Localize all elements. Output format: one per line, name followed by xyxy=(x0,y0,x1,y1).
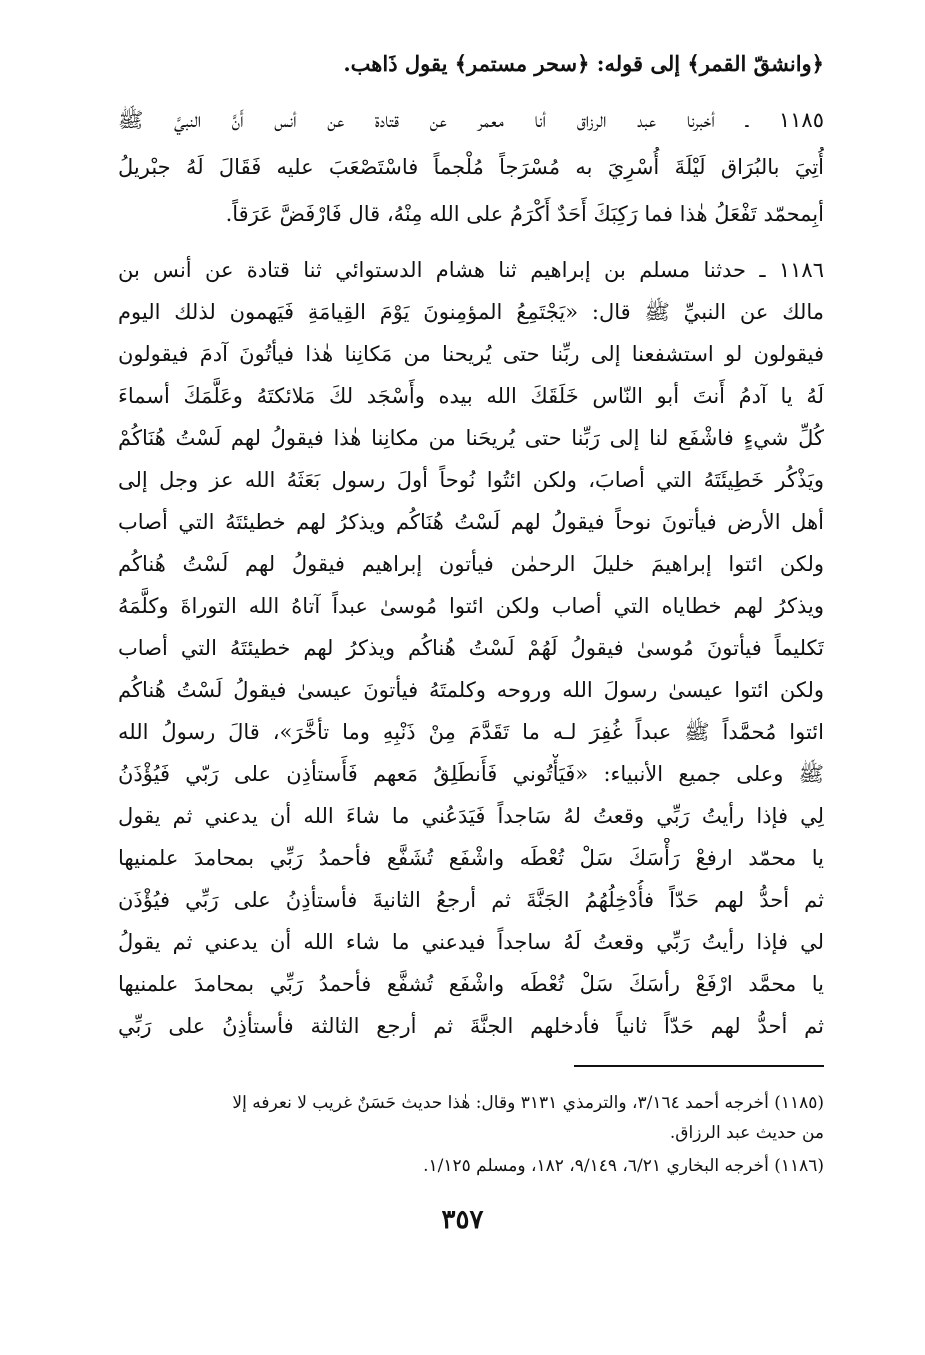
text-line: لَهُ يا آدمُ أَنتَ أبو النّاس خَلَقَكَ الله بيده وأَسْجَد لكَ مَلائكتَهُ وعَلَّمَكَ أسماءَ xyxy=(118,384,824,408)
text-line: أُتِيَ بالبُرَاق لَيْلَةَ أُسْرِيَ به مُسْرَجاً مُلْجماً فاسْتَصْعَبَ عليه فَقَالَ لَهُ جبْريلُ xyxy=(118,155,824,179)
text-line: ١١٨٦ ـ حدثنا مسلم بن إبراهيم ثنا هشام الدستوائي ثنا قتادة عن أنس بن xyxy=(118,258,824,282)
text-line: تَكليماً فيأتونَ مُوسىٰ فيقولُ لَهُمْ لَسْتُ هُناكُم ويذكرُ لهم خطيئتَهُ التي أصاب xyxy=(118,636,824,660)
text-line: ويذكرُ لهم خطاياه التي أصاب ولكن ائتوا مُوسىٰ عبداً آتاهُ الله التوراةَ وكلَّمَهُ xyxy=(118,594,824,618)
footnote-1185-line-2: من حديث عبد الرزاق. xyxy=(669,1123,824,1143)
text-line: لي فإذا رأيتُ رَبِّي وقعتُ لَهُ ساجداً فيدعني ما شاء الله أن يدعني ثم يقولُ xyxy=(118,930,824,954)
text-line: مالك عن النبيِّ ﷺ قال: «يَجْتَمِعُ المؤمِنونَ يَوْمَ القِيامَةِ فَيَهمون لذلك اليوم xyxy=(118,300,824,324)
text-line: ١١٨٥ ـ أخبرنا عبد الرزاق أنا معمر عن قتادة عن أنس أَنَّ النبيَّ ﷺ xyxy=(118,108,824,132)
text-line: يا محمَّد ارْفَعْ رأسَكَ سَلْ تُعْطَه واشْفَع تُشفَّع فأحمدُ رَبِّي بمحامدَ علمنيها xyxy=(118,972,824,996)
text-line: فيقولون لو استشفعنا إلى ربِّنا حتى يُريحنا من مَكانِنا هٰذا فيأتُونَ آدمَ فيقولون xyxy=(118,342,824,366)
text-line: ولكن ائتوا إبراهيمَ خليلَ الرحمٰن فيأتون إبراهيم فيقولُ لهم لَسْتُ هُناكُم xyxy=(118,552,824,576)
text-line: ولكن ائتوا عيسىٰ رسولَ الله وروحه وكلمتَهُ فيأتونَ عيسىٰ فيقولُ لَسْتُ هُناكُم xyxy=(118,678,824,702)
text-line: كُلِّ شيءٍ فاشْفَع لنا إلى رَبِّنا حتى يُريحَنا من مكانِنا هٰذا فيقولُ لهم لَسْتُ هُنَاكُمْ xyxy=(118,426,824,450)
text-line: أبِمحمّد تَفْعَلُ هٰذا فما رَكِبَكَ أَحَدٌ أَكْرَمُ على الله مِنْهُ، قال فَارْفَضَّ عَرَقاً. xyxy=(225,202,824,226)
footnote-1186: (١١٨٦) أخرجه البخاري ٦/٢١، ٩/١٤٩، ١٨٢، ومسلم ١/١٢٥. xyxy=(423,1156,824,1176)
text-line: ثم أحدُّ لهم حَدّاً ثانياً فأدخلهم الجنَّةَ ثم أرجع الثالثة فأستأذِنُ على رَبِّي xyxy=(118,1014,824,1038)
footnote-divider xyxy=(574,1065,824,1067)
page-number: ٣٥٧ xyxy=(441,1205,484,1235)
text-line: يا محمّد ارفعْ رَأْسَكَ سَلْ تُعْطَه واشْفَع تُشَفَّع فأحمدُ رَبِّي بمحامدَ علمنيها xyxy=(118,846,824,870)
text-line: ويَذْكُر خَطِيئَتَهُ التي أصابَ، ولكن ائتُوا نُوحاً أولَ رسول بَعَثَهُ الله عز وجل إلى xyxy=(118,468,824,492)
text-line: أهل الأرض فيأتونَ نوحاً فيقولُ لهم لَسْتُ هُنَاكُم ويذكرُ لهم خطيئتَهُ التي أصاب xyxy=(118,510,824,534)
footnote-1185-line-1: (١١٨٥) أخرجه أحمد ٣/١٦٤، والترمذي ٣١٣١ وقال: هٰذا حديث حَسَنٌ غريب لا نعرفه إلا xyxy=(232,1093,824,1113)
text-line: لِي فإذا رأيتُ رَبِّي وقعتُ لهُ سَاجداً فَيَدَعُني ما شاءَ الله أن يدعني ثم يقول xyxy=(118,804,824,828)
text-line: ﷺ وعلى جميع الأنبياء: «فَيَأْتُوني فَأَنطَلِقُ مَعهم فَأَستأذِن على رَبّي فَيُؤْذَنُ xyxy=(118,762,824,786)
header-line: ﴿وانشقّ القمر﴾ إلى قوله: ﴿سحر مستمر﴾ يقول ذَاهب. xyxy=(343,51,824,76)
text-line: ثم أحدُّ لهم حَدّاً فأُدْخِلُهُمُ الجَنَّةَ ثم أرجعُ الثانيةَ فأستأذِنُ على رَبِّي فيُؤْذَن xyxy=(118,888,824,912)
text-line: ائتوا مُحمَّداً ﷺ عبداً غُفِرَ لـه ما تَقَدَّمَ مِنْ ذَنْبِهِ وما تأخَّرَ»، قالَ رسولُ الله xyxy=(118,720,824,744)
